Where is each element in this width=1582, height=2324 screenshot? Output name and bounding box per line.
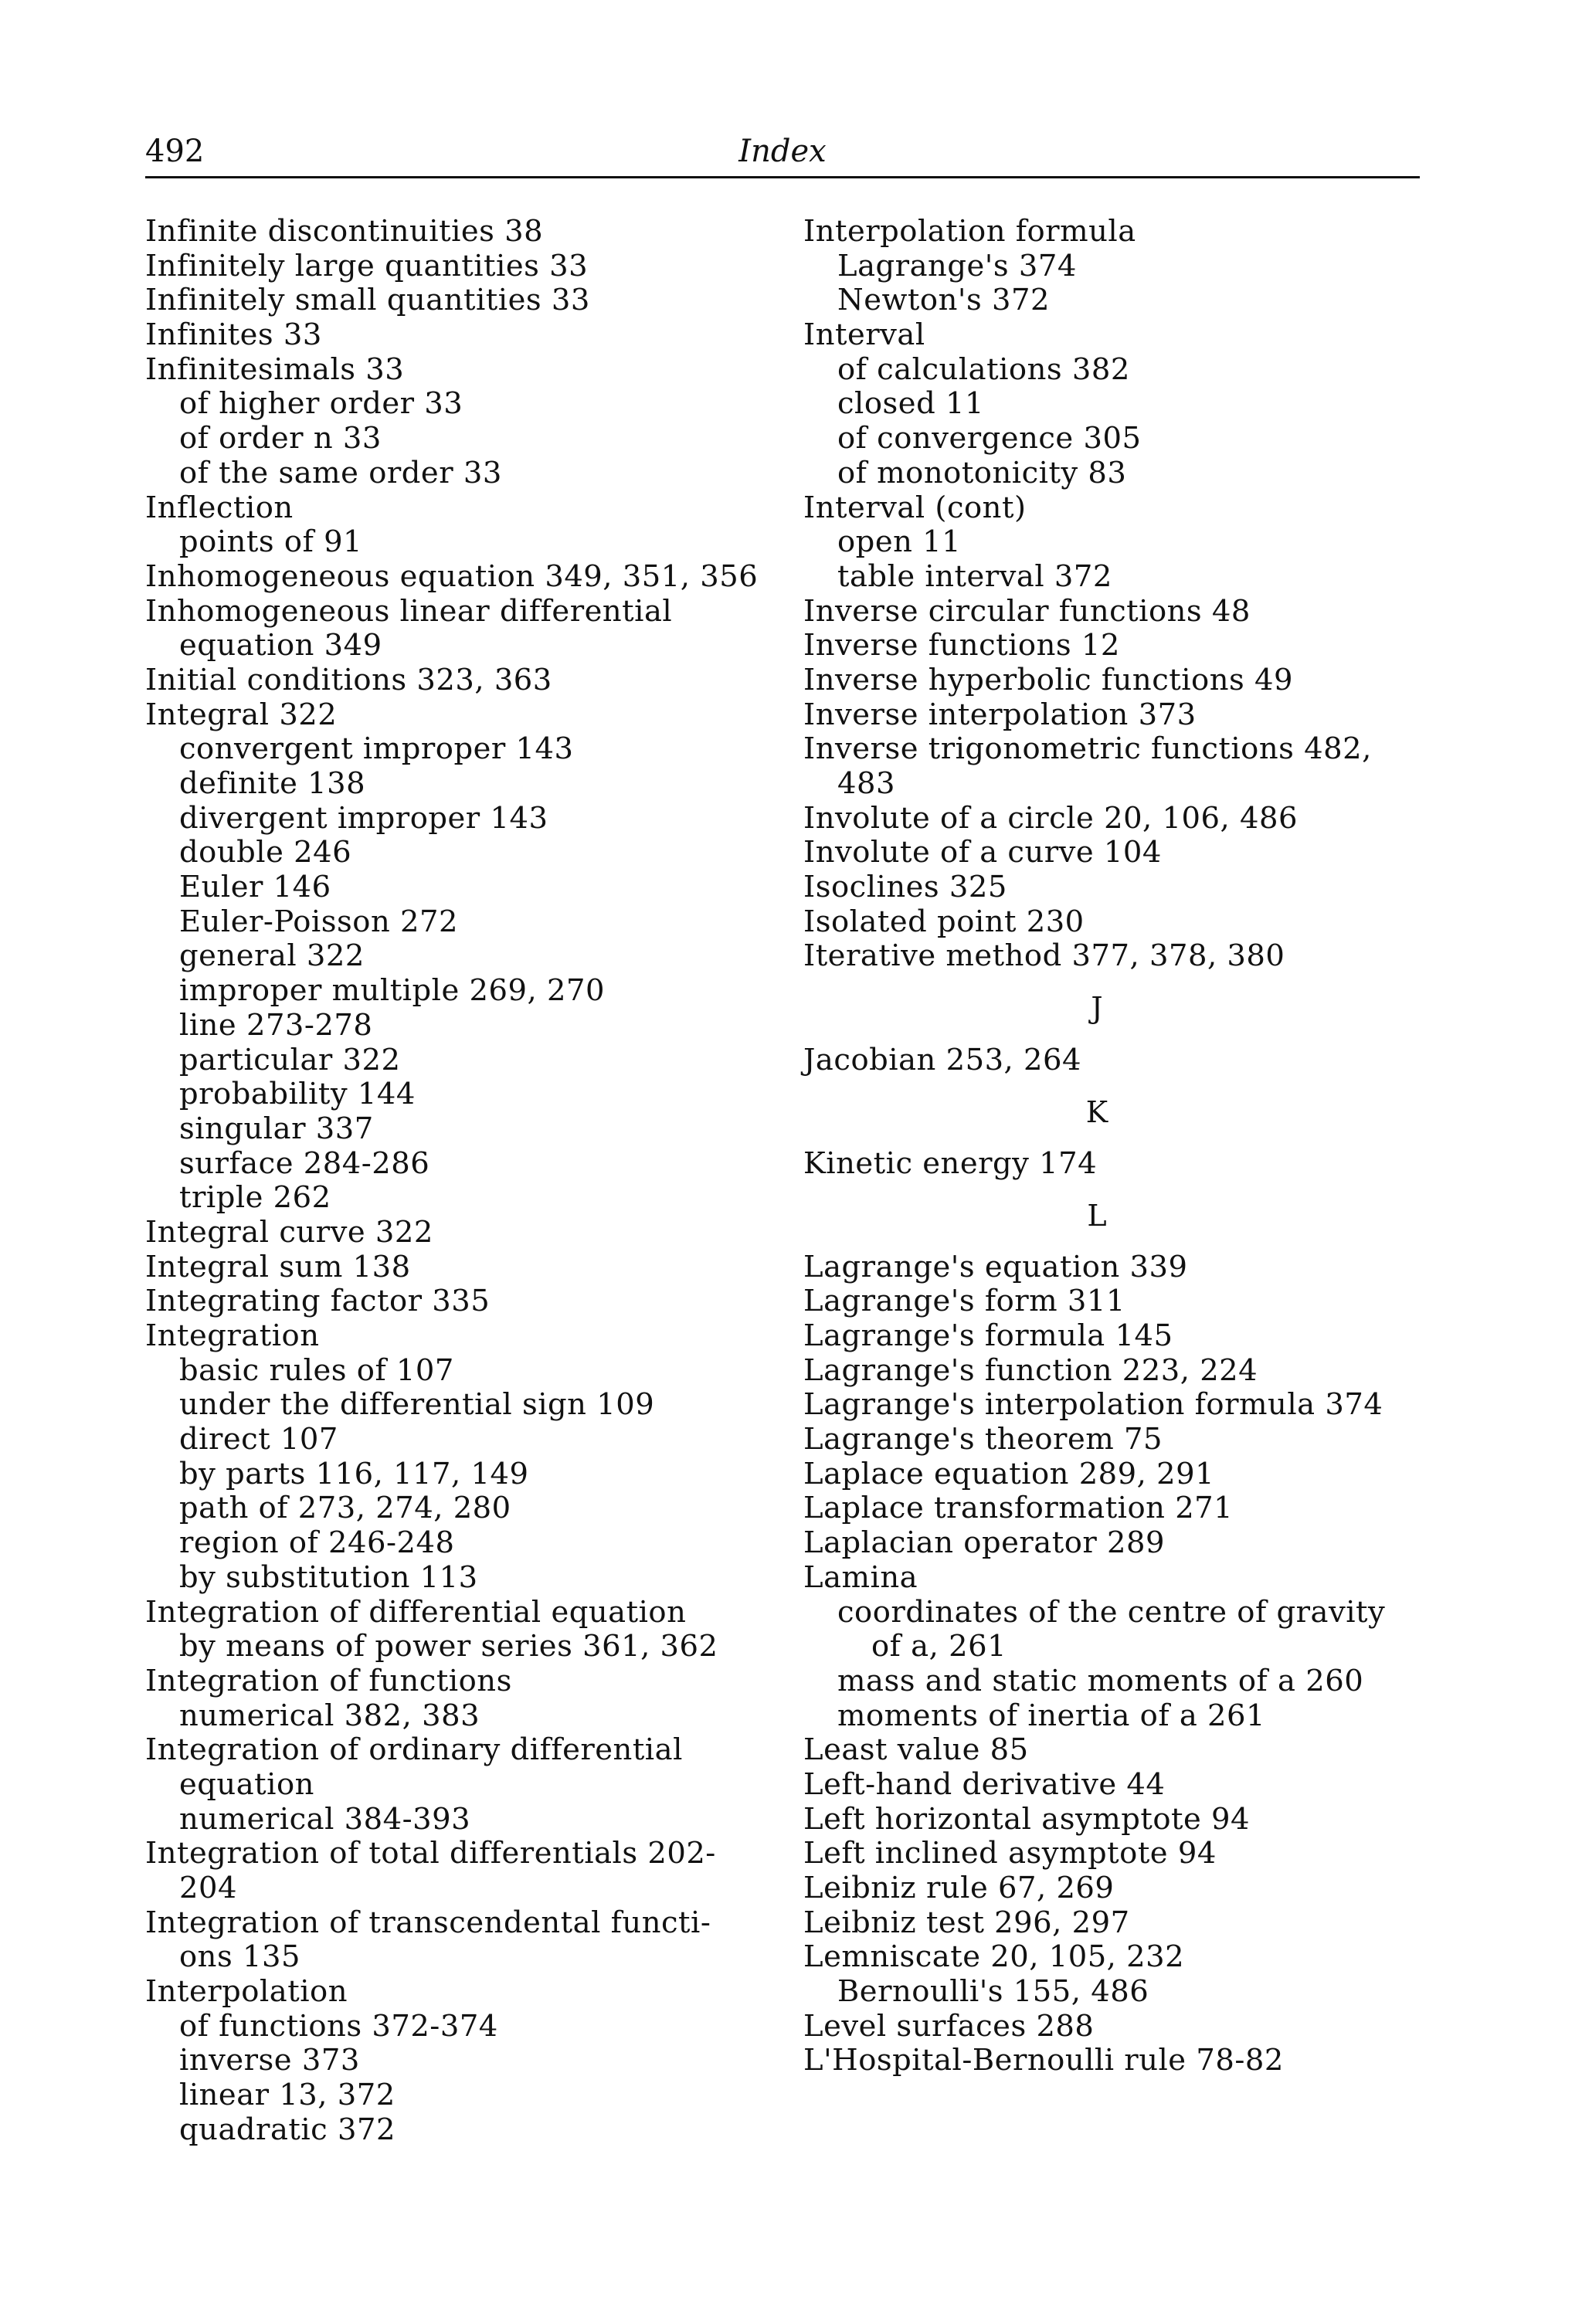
section-letter: K	[1085, 1094, 1108, 1129]
index-entry: Infinitely large quantities 33	[145, 248, 589, 283]
page-number: 492	[145, 134, 205, 169]
index-subentry: equation	[179, 1766, 314, 1802]
index-subentry: triple 262	[179, 1180, 331, 1216]
index-entry: Isoclines 325	[803, 870, 1007, 905]
index-subentry: equation 349	[179, 628, 382, 663]
index-entry: Initial conditions 323, 363	[145, 662, 552, 697]
index-subentry: direct 107	[179, 1422, 338, 1457]
index-entry: Laplace transformation 271	[803, 1491, 1234, 1526]
index-entry: Integration of transcendental functi-	[145, 1905, 711, 1940]
index-entry: Infinite discontinuities 38	[145, 214, 544, 249]
index-entry: Lagrange's theorem 75	[803, 1422, 1163, 1457]
index-subentry: Bernoulli's 155, 486	[837, 1974, 1149, 2010]
index-subentry: of order n 33	[179, 421, 382, 456]
index-subentry: 204	[179, 1871, 237, 1905]
index-entry: Left inclined asymptote 94	[803, 1836, 1217, 1871]
index-subentry: open 11	[837, 524, 962, 560]
index-entry: Inhomogeneous equation 349, 351, 356	[145, 558, 759, 594]
index-subentry: general 322	[179, 938, 365, 974]
index-entry: Integration of total differentials 202-	[145, 1836, 716, 1871]
index-subentry: by parts 116, 117, 149	[179, 1456, 529, 1491]
index-column-right	[803, 215, 1437, 2078]
index-entry: Least value 85	[803, 1732, 1029, 1768]
running-title: Index	[738, 134, 827, 169]
index-entry: Left-hand derivative 44	[803, 1766, 1166, 1802]
index-subentry: of functions 372-374	[179, 2008, 498, 2044]
index-entry: Laplacian operator 289	[803, 1525, 1166, 1561]
index-subentry: path of 273, 274, 280	[179, 1491, 511, 1526]
index-entry: Integration of functions	[145, 1663, 512, 1698]
index-subentry: by substitution 113	[179, 1559, 478, 1595]
index-subentry: table interval 372	[837, 558, 1112, 594]
index-subentry: moments of inertia of a 261	[837, 1698, 1266, 1733]
index-subentry: of monotonicity 83	[837, 455, 1127, 490]
index-entry: Interpolation formula	[803, 214, 1136, 249]
index-subentry: divergent improper 143	[179, 800, 548, 836]
index-entry: Lagrange's form 311	[803, 1284, 1125, 1319]
index-subentry: of the same order 33	[179, 455, 502, 490]
index-entry: Leibniz test 296, 297	[803, 1905, 1130, 1940]
index-subentry: of higher order 33	[179, 386, 463, 422]
index-subentry: quadratic 372	[179, 2112, 396, 2147]
index-entry: Integration	[145, 1318, 320, 1353]
index-entry: Inverse hyperbolic functions 49	[803, 662, 1294, 697]
index-entry: Lagrange's equation 339	[803, 1249, 1188, 1284]
index-entry: Involute of a curve 104	[803, 835, 1162, 870]
index-entry: Jacobian 253, 264	[803, 1042, 1082, 1077]
index-subentry: singular 337	[179, 1111, 374, 1146]
index-entry: Leibniz rule 67, 269	[803, 1871, 1115, 1906]
index-entry: Inverse circular functions 48	[803, 593, 1251, 629]
index-entry: Infinites 33	[145, 317, 322, 353]
index-subentry: Newton's 372	[837, 283, 1050, 318]
index-subentry: closed 11	[837, 386, 984, 422]
index-subentry: convergent improper 143	[179, 731, 574, 767]
index-entry: Inhomogeneous linear differential	[145, 593, 673, 629]
index-entry: Lamina	[803, 1559, 918, 1595]
index-entry: Integrating factor 335	[145, 1284, 491, 1319]
index-subentry: under the differential sign 109	[179, 1387, 655, 1423]
index-entry: Lagrange's interpolation formula 374	[803, 1387, 1383, 1423]
index-subentry: of a, 261	[871, 1629, 1007, 1664]
index-entry: Lemniscate 20, 105, 232	[803, 1939, 1185, 1975]
index-entry: Inverse functions 12	[803, 628, 1120, 663]
index-entry: Infinitesimals 33	[145, 351, 405, 387]
index-entry: Integral 322	[145, 697, 338, 732]
index-subentry: Lagrange's 374	[837, 248, 1077, 283]
index-subentry: definite 138	[179, 766, 366, 801]
index-entry: Iterative method 377, 378, 380	[803, 938, 1285, 974]
index-subentry: coordinates of the centre of gravity	[837, 1594, 1386, 1630]
index-entry: Inverse interpolation 373	[803, 697, 1197, 732]
index-subentry: surface 284-286	[179, 1145, 430, 1181]
index-entry: Lagrange's function 223, 224	[803, 1352, 1258, 1388]
index-entry: Left horizontal asymptote 94	[803, 1801, 1250, 1837]
index-entry: Inverse trigonometric functions 482,	[803, 731, 1372, 767]
index-entry: Involute of a circle 20, 106, 486	[803, 800, 1298, 836]
index-subentry: of convergence 305	[837, 421, 1142, 456]
index-subentry: numerical 384-393	[179, 1801, 471, 1837]
index-subentry: ons 135	[179, 1939, 300, 1975]
section-letter: L	[1087, 1198, 1107, 1233]
index-subentry: inverse 373	[179, 2043, 360, 2078]
index-subentry: particular 322	[179, 1042, 401, 1077]
index-subentry: mass and static moments of a 260	[837, 1663, 1364, 1698]
index-subentry: of calculations 382	[837, 351, 1130, 387]
section-letter: J	[1091, 991, 1103, 1026]
index-subentry: numerical 382, 383	[179, 1698, 480, 1733]
index-subentry: basic rules of 107	[179, 1352, 454, 1388]
index-entry: Integration of ordinary differential	[145, 1732, 683, 1768]
index-entry: Interval (cont)	[803, 490, 1027, 525]
index-entry: Laplace equation 289, 291	[803, 1456, 1215, 1491]
index-column-left	[145, 215, 779, 2148]
index-entry: Integral sum 138	[145, 1249, 411, 1284]
index-entry: Kinetic energy 174	[803, 1145, 1098, 1181]
index-entry: Lagrange's formula 145	[803, 1318, 1173, 1354]
page-header	[145, 130, 1420, 178]
index-subentry: probability 144	[179, 1077, 416, 1112]
index-subentry: line 273-278	[179, 1007, 373, 1043]
index-entry: Infinitely small quantities 33	[145, 283, 590, 318]
index-entry: Interval	[803, 317, 925, 353]
index-entry: Level surfaces 288	[803, 2008, 1095, 2044]
index-subentry: linear 13, 372	[179, 2078, 396, 2113]
index-subentry: region of 246-248	[179, 1525, 455, 1561]
index-entry: Interpolation	[145, 1974, 348, 2010]
index-subentry: points of 91	[179, 524, 363, 560]
index-subentry: double 246	[179, 835, 352, 870]
index-entry: Isolated point 230	[803, 904, 1085, 939]
index-entry: Inflection	[145, 490, 294, 525]
index-subentry: Euler 146	[179, 870, 331, 905]
index-subentry: Euler-Poisson 272	[179, 904, 458, 939]
index-subentry: by means of power series 361, 362	[179, 1629, 718, 1664]
index-subentry: improper multiple 269, 270	[179, 973, 605, 1009]
index-entry: Integration of differential equation	[145, 1594, 687, 1630]
index-subentry: 483	[837, 766, 895, 801]
index-entry: Integral curve 322	[145, 1214, 433, 1250]
index-entry: L'Hospital-Bernoulli rule 78-82	[803, 2043, 1284, 2078]
